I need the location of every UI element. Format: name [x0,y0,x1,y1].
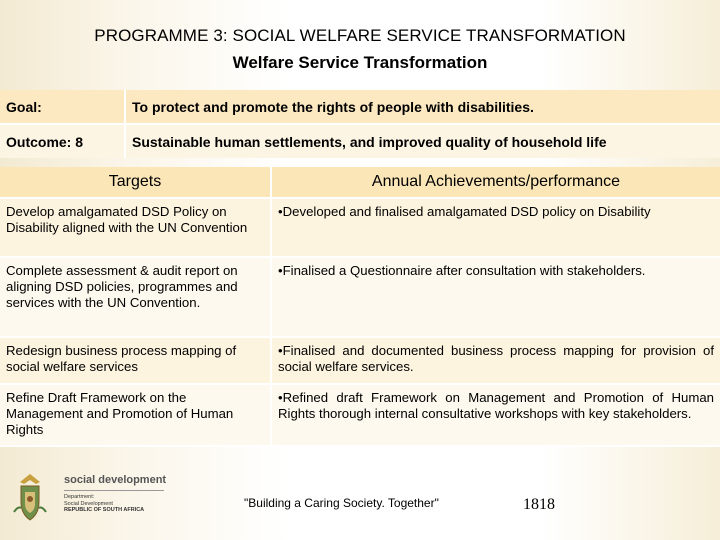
slogan: "Building a Caring Society. Together" [244,496,439,510]
section-subtitle: Welfare Service Transformation [232,53,488,72]
table-row [0,198,720,257]
goal-row [0,90,720,124]
target-cell: Complete assessment & audit report on aligning DSD policies, programmes and services with the UN Convention. [0,257,271,337]
goal-text: To protect and promote the rights of people with disabilities. [125,90,720,124]
department-logo [8,466,168,530]
achievement-cell: •Refined draft Framework on Management and Promotion of Human Rights thorough internal consultative workshops with key stakeholders. [271,384,720,446]
goal-label: Goal: [0,90,125,124]
dept-line-2: Social Development [64,500,113,507]
achievement-cell: •Developed and finalised amalgamated DSD policy on Disability [271,198,720,257]
logo-name: social development [64,474,167,486]
page-title [0,22,720,76]
logo-divider [64,490,164,491]
table-row [0,257,720,337]
header-targets: Targets [0,167,271,198]
header-achievements: Annual Achievements/performance [271,167,720,198]
table-row [0,384,720,446]
outcome-label: Outcome: 8 [0,124,125,158]
outcome-text: Sustainable human settlements, and improved quality of household life [125,124,720,158]
table-header-row [0,167,720,198]
table-row [0,337,720,384]
department-text [64,494,174,514]
target-cell: Refine Draft Framework on the Management and Promotion of Human Rights [0,384,271,446]
target-cell: Redesign business process mapping of social welfare services [0,337,271,384]
coat-of-arms-icon [10,472,50,524]
target-cell: Develop amalgamated DSD Policy on Disability aligned with the UN Convention [0,198,271,257]
goal-outcome-table [0,90,720,158]
dept-line-1: Department: [64,494,95,500]
achievement-cell: •Finalised a Questionnaire after consultation with stakeholders. [271,257,720,337]
outcome-row [0,124,720,158]
dept-line-3: REPUBLIC OF SOUTH AFRICA [64,507,145,513]
programme-title: PROGRAMME 3: SOCIAL WELFARE SERVICE TRANSFORMATION [94,26,626,45]
page-number: 1818 [523,496,555,513]
targets-table [0,167,720,447]
achievement-cell: •Finalised and documented business process mapping for provision of social welfare services. [271,337,720,384]
